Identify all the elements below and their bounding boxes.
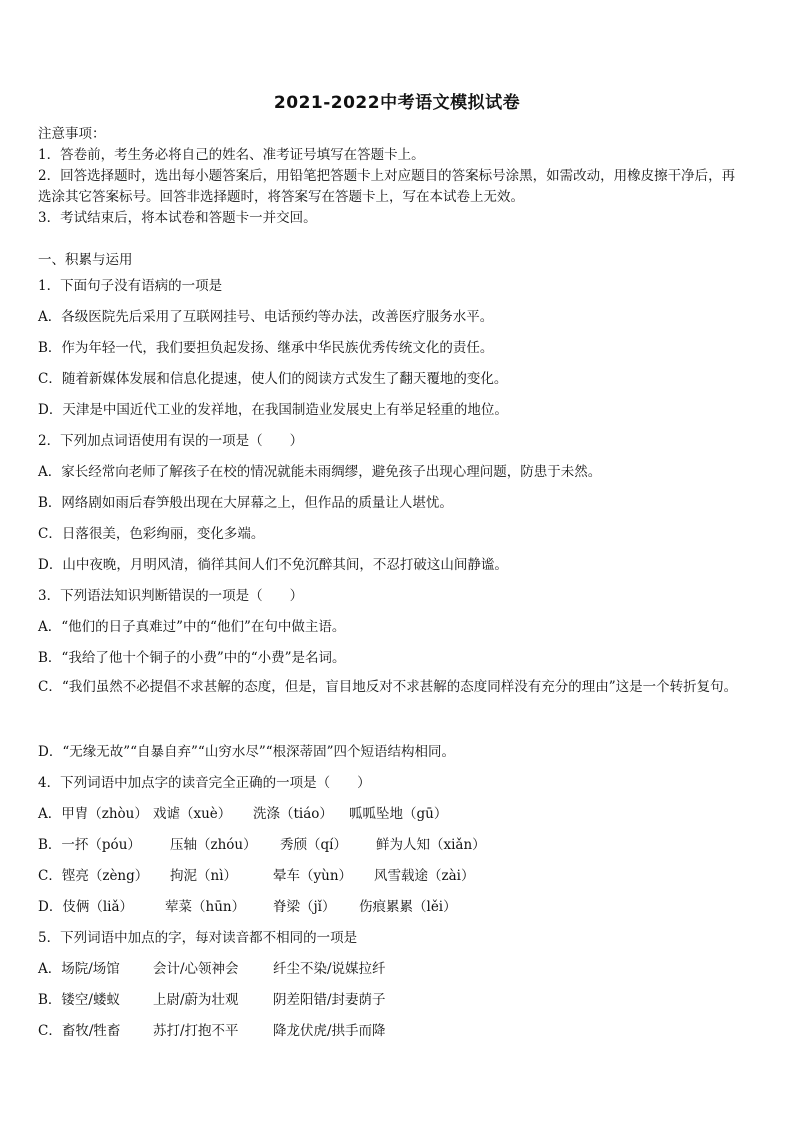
- option: 风雪载途（zài）: [374, 868, 475, 884]
- option: 拘泥（nì）: [170, 868, 238, 884]
- option: B．一抔（póu）: [38, 837, 141, 853]
- option: 晕车（yùn）: [273, 868, 353, 884]
- option: D．山中夜晚，月明风清，徜徉其间人们不免沉醉其间，不忍打破这山间静谧。: [38, 557, 508, 573]
- option: D．天津是中国近代工业的发祥地，在我国制造业发展史上有举足轻重的地位。: [38, 402, 508, 418]
- option: 降龙伏虎/拱手而降: [273, 1023, 386, 1039]
- option: B．镂空/蝼蚁: [38, 992, 120, 1008]
- option: C．“我们虽然不必提倡不求甚解的态度，但是，盲目地反对不求甚解的态度同样没有充分的理由”这是一个转折复句。: [38, 679, 738, 695]
- page-title: 2021-2022中考语文模拟试卷: [273, 93, 521, 113]
- option-row: [38, 833, 760, 853]
- question-stem: 4．下列词语中加点字的读音完全正确的一项是（ ）: [38, 775, 371, 791]
- option: C．畜牧/牲畜: [38, 1023, 121, 1039]
- option: 苏打/打抱不平: [153, 1023, 239, 1039]
- question-stem: 3．下列语法知识判断错误的一项是（ ）: [38, 588, 304, 604]
- option: C．铿亮（zèng）: [38, 868, 149, 884]
- option-row: [38, 895, 760, 915]
- option: 阴差阳错/封妻荫子: [273, 992, 386, 1008]
- option: 纤尘不染/说媒拉纤: [273, 961, 386, 977]
- option: C．随着新媒体发展和信息化提速，使人们的阅读方式发生了翻天覆地的变化。: [38, 371, 508, 387]
- option: A．家长经常向老师了解孩子在校的情况就能未雨绸缪，避免孩子出现心理问题，防患于未然。: [38, 464, 602, 480]
- option: D．伎俩（liǎ）: [38, 899, 134, 915]
- option-row: [38, 802, 760, 822]
- option: A．各级医院先后采用了互联网挂号、电话预约等办法，改善医疗服务水平。: [38, 309, 494, 325]
- option: A．场院/场馆: [38, 961, 120, 977]
- notice-item: 2．回答选择题时，选出每小题答案后，用铅笔把答题卡上对应题目的答案标号涂黑，如需改动，用橡皮擦干净后，再: [38, 168, 736, 184]
- option: 会计/心领神会: [153, 961, 239, 977]
- option: B．作为年轻一代，我们要担负起发扬、继承中华民族优秀传统文化的责任。: [38, 340, 494, 356]
- option: C．日落很美，色彩绚丽，变化多端。: [38, 526, 265, 542]
- option: A．甲胄（zhòu）: [38, 806, 148, 822]
- option-row: [38, 1019, 760, 1039]
- option: 上尉/蔚为壮观: [153, 992, 239, 1008]
- option: D．“无缘无故”“自暴自弃”“山穷水尽”“根深蒂固”四个短语结构相同。: [38, 744, 456, 760]
- question-stem: 1．下面句子没有语病的一项是: [38, 278, 223, 294]
- option: B．“我给了他十个铜子的小费”中的“小费”是名词。: [38, 650, 346, 666]
- notice-item: 3．考试结束后，将本试卷和答题卡一并交回。: [38, 210, 317, 226]
- notice-item: 1．答卷前，考生务必将自己的姓名、准考证号填写在答题卡上。: [38, 147, 425, 163]
- option-row: [38, 864, 760, 884]
- question-stem: 2．下列加点词语使用有误的一项是（ ）: [38, 433, 304, 449]
- option: 荤菜（hūn）: [165, 899, 246, 915]
- option-row: [38, 988, 760, 1008]
- section-heading: 一、积累与运用: [38, 252, 133, 268]
- option: A．“他们的日子真难过”中的“他们”在句中做主语。: [38, 619, 346, 635]
- option: 呱呱坠地（gū）: [349, 806, 448, 822]
- option: 洗涤（tiáo）: [253, 806, 333, 822]
- option-row: [38, 957, 760, 977]
- question-stem: 5．下列词语中加点的字，每对读音都不相同的一项是: [38, 930, 358, 946]
- option: 鲜为人知（xiǎn）: [376, 837, 486, 853]
- option: 伤痕累累（lěi）: [359, 899, 457, 915]
- option: B．网络剧如雨后春笋般出现在大屏幕之上，但作品的质量让人堪忧。: [38, 495, 453, 511]
- option: 秀颀（qí）: [280, 837, 347, 853]
- notice-heading: 注意事项：: [38, 126, 106, 142]
- notice-item: 选涂其它答案标号。回答非选择题时，将答案写在答题卡上，写在本试卷上无效。: [38, 189, 524, 205]
- option: 戏谑（xuè）: [153, 806, 232, 822]
- option: 脊梁（jǐ）: [273, 899, 336, 915]
- option: 压轴（zhóu）: [170, 837, 257, 853]
